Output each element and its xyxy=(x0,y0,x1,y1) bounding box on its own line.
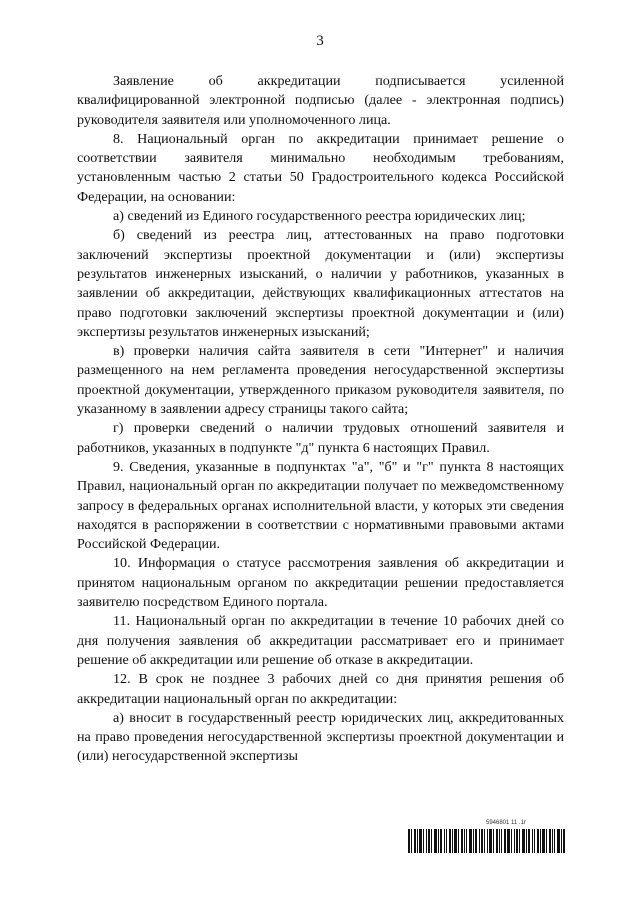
paragraph-8-a: а) сведений из Единого государственного реестра юридических лиц; xyxy=(113,208,526,225)
barcode-icon xyxy=(408,829,565,853)
paragraph-10: 10. Информация о статусе рассмотрения заявления об аккредитации и принятом национальным органом по аккредитации решении предоставляется заявителю посредством Единого портала. xyxy=(77,555,564,611)
paragraph-8-g: г) проверки сведений о наличии трудовых отношений заявителя и работников, указанных в подпункте "д" пункта 6 настоящих Правил. xyxy=(77,420,564,456)
paragraph-9: 9. Сведения, указанные в подпунктах "а", "б" и "г" пункта 8 настоящих Правил, национальный орган по аккредитации получает по межведомственному запросу в федеральных органах исполнительной власти, у которых эти сведения находятся в распоряжении в соответствии с нормативными правовыми актами Российской Федерации. xyxy=(77,458,564,553)
paragraph-12: 12. В срок не позднее 3 рабочих дней со дня принятия решения об аккредитации национальный орган по аккредитации: xyxy=(77,671,564,707)
paragraph-8-b: б) сведений из реестра лиц, аттестованных на право подготовки заключений экспертизы проектной документации и (или) экспертизы результатов инженерных изысканий, о наличии у работников, указанных в заявлении об аккредитации, действующих квалификационных аттестатов на право подготовки заключений экспертизы проектной документации и (или) экспертизы результатов инженерных изысканий; xyxy=(77,227,564,340)
document-code: 5946801 11 .1r xyxy=(486,820,526,826)
paragraph-signature: Заявление об аккредитации подписывается усиленной квалифицированной электронной подписью (далее - электронная подпись) руководителя заявителя или уполномоченного лица. xyxy=(77,73,564,128)
paragraph-8-v: в) проверки наличия сайта заявителя в сети "Интернет" и наличия размещенного на нем регламента проведения негосударственной экспертизы проектной документации, утвержденного приказом руководителя заявителя, по указанному в заявлении адресу страницы такого сайта; xyxy=(77,343,564,418)
page-number: 3 xyxy=(316,33,324,49)
document-body xyxy=(77,72,564,767)
paragraph-8: 8. Национальный орган по аккредитации принимает решение о соответствии заявителя минимально необходимым требованиям, установленным частью 2 статьи 50 Градостроительного кодекса Российской Федерации, на основании: xyxy=(77,130,564,205)
paragraph-12-a: а) вносит в государственный реестр юридических лиц, аккредитованных на право проведения негосударственной экспертизы проектной документации и (или) негосударственной экспертизы xyxy=(77,709,564,765)
paragraph-11: 11. Национальный орган по аккредитации в течение 10 рабочих дней со дня получения заявления об аккредитации рассматривает его и принимает решение об аккредитации или решение об отказе в аккредитации. xyxy=(77,613,564,668)
